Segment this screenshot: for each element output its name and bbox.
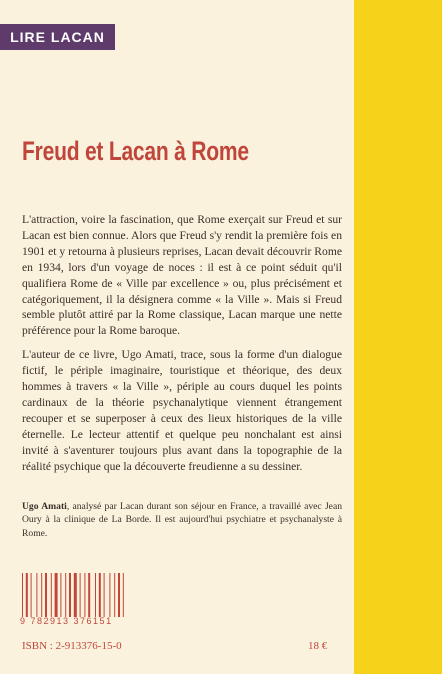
- paragraph-2: L'auteur de ce livre, Ugo Amati, trace, sous la forme d'un dialogue fictif, le périple imaginaire, touristique et théorique, des deux hommes à travers « la Ville », périple au cours duquel les points cardinaux de la théorie psychanalytique viennent étrangement recouper et se superposer à ceux des lieux historiques de la ville éternelle. Le lecteur attentif et quelque peu nonchalant est ainsi invité à s'aventurer toujours plus avant dans la topographie de la réalité psychique que la découverte freudienne a su dessiner.: [22, 348, 342, 473]
- author-bio: [22, 500, 342, 540]
- barcode-digits: 9 782913 376151: [20, 616, 113, 626]
- author-name: Ugo Amati: [22, 501, 67, 512]
- series-label: LIRE LACAN: [0, 24, 115, 50]
- yellow-side-band: [354, 0, 442, 674]
- book-title: Freud et Lacan à Rome: [22, 136, 249, 166]
- paragraph-1: L'attraction, voire la fascination, que Rome exerçait sur Freud et sur Lacan est bien connue. Alors que Freud s'y rendit la première fois en 1901 et y retourna à plusieurs reprises, Lacan devait découvrir Rome en 1934, lors d'un voyage de noces : il est à ce point séduit qu'il qualifiera Rome de « Ville par excellence » ou, plus précisément et catégoriquement, il la désignera comme « la Ville ». Mais si Freud semble plutôt attiré par la Rome classique, Lacan marque une nette préférence pour la Rome baroque.: [22, 213, 342, 338]
- author-bio-text: , analysé par Lacan durant son séjour en France, a travaillé avec Jean Oury à la clinique de La Borde. Il est aujourd'hui psychiatre et psychanalyste à Rome.: [22, 501, 342, 539]
- price: 18 €: [308, 640, 328, 652]
- isbn: ISBN : 2-913376-15-0: [22, 640, 122, 652]
- back-cover-text: [22, 212, 342, 483]
- barcode-icon: [20, 573, 150, 617]
